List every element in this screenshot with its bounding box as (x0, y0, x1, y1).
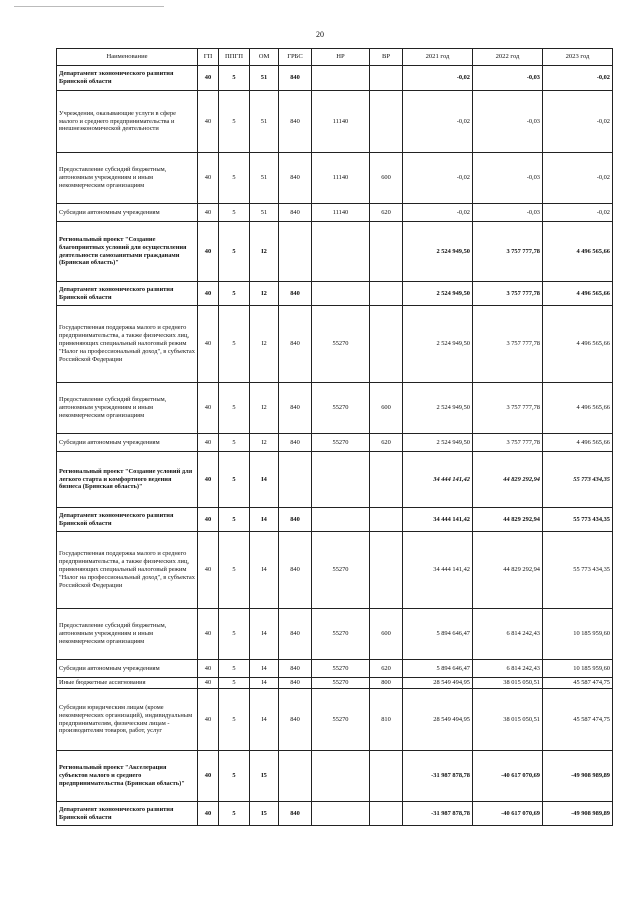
cell-2021: 34 444 141,42 (403, 452, 473, 508)
cell-2021: 2 524 949,50 (403, 222, 473, 282)
header-name: Наименование (57, 49, 198, 66)
cell-2023: -0,02 (543, 66, 613, 91)
cell-2021: -0,02 (403, 204, 473, 222)
cell-vr: 600 (370, 383, 403, 434)
cell-vr: 800 (370, 678, 403, 689)
cell-nr (312, 802, 370, 826)
cell-vr: 620 (370, 660, 403, 678)
cell-name: Субсидии автономным учреждениям (57, 434, 198, 452)
cell-ppgp: 5 (219, 383, 250, 434)
cell-gp: 40 (198, 204, 219, 222)
cell-ppgp: 5 (219, 204, 250, 222)
cell-gp: 40 (198, 751, 219, 802)
cell-om: I5 (250, 751, 279, 802)
cell-ppgp: 5 (219, 532, 250, 609)
table-row (57, 91, 613, 153)
cell-2023: -49 908 989,89 (543, 802, 613, 826)
cell-2021: -31 987 878,78 (403, 802, 473, 826)
cell-om: I2 (250, 222, 279, 282)
cell-om: 51 (250, 204, 279, 222)
cell-ppgp: 5 (219, 306, 250, 383)
cell-grbs: 840 (279, 532, 312, 609)
cell-om: I4 (250, 689, 279, 751)
cell-nr: 55270 (312, 660, 370, 678)
cell-gp: 40 (198, 452, 219, 508)
cell-om: I5 (250, 802, 279, 826)
table-row (57, 452, 613, 508)
cell-om: I4 (250, 508, 279, 532)
table-body (57, 66, 613, 826)
cell-2023: 55 773 434,35 (543, 532, 613, 609)
cell-om: 51 (250, 153, 279, 204)
cell-2021: -0,02 (403, 153, 473, 204)
cell-vr (370, 306, 403, 383)
cell-2023: 4 496 565,66 (543, 222, 613, 282)
cell-om: I4 (250, 452, 279, 508)
table-row (57, 66, 613, 91)
cell-grbs: 840 (279, 282, 312, 306)
cell-nr (312, 452, 370, 508)
cell-nr (312, 66, 370, 91)
table-row (57, 660, 613, 678)
cell-nr: 55270 (312, 678, 370, 689)
header-ppgp: ППГП (219, 49, 250, 66)
cell-2023: -0,02 (543, 204, 613, 222)
cell-2021: 2 524 949,50 (403, 434, 473, 452)
table-row (57, 609, 613, 660)
cell-vr (370, 222, 403, 282)
cell-om: I2 (250, 282, 279, 306)
cell-grbs: 840 (279, 689, 312, 751)
cell-om: I2 (250, 306, 279, 383)
cell-nr (312, 751, 370, 802)
cell-grbs: 840 (279, 153, 312, 204)
table-row (57, 282, 613, 306)
cell-grbs: 840 (279, 660, 312, 678)
cell-grbs (279, 452, 312, 508)
cell-vr (370, 91, 403, 153)
cell-gp: 40 (198, 66, 219, 91)
table-row (57, 204, 613, 222)
cell-om: I4 (250, 678, 279, 689)
cell-gp: 40 (198, 609, 219, 660)
cell-2021: 2 524 949,50 (403, 383, 473, 434)
cell-gp: 40 (198, 306, 219, 383)
cell-ppgp: 5 (219, 508, 250, 532)
cell-ppgp: 5 (219, 660, 250, 678)
cell-ppgp: 5 (219, 282, 250, 306)
header-om: ОМ (250, 49, 279, 66)
cell-ppgp: 5 (219, 678, 250, 689)
cell-om: 51 (250, 91, 279, 153)
cell-ppgp: 5 (219, 153, 250, 204)
cell-gp: 40 (198, 383, 219, 434)
cell-2023: 45 587 474,75 (543, 678, 613, 689)
cell-2022: 38 015 050,51 (473, 689, 543, 751)
cell-2023: 10 185 959,60 (543, 660, 613, 678)
cell-om: I4 (250, 532, 279, 609)
cell-2022: 3 757 777,78 (473, 306, 543, 383)
cell-vr: 620 (370, 204, 403, 222)
table-header-row (57, 49, 613, 66)
cell-grbs: 840 (279, 204, 312, 222)
cell-gp: 40 (198, 282, 219, 306)
cell-2021: -31 987 878,78 (403, 751, 473, 802)
cell-ppgp: 5 (219, 91, 250, 153)
cell-2023: 55 773 434,35 (543, 508, 613, 532)
header-2023: 2023 год (543, 49, 613, 66)
cell-name: Предоставление субсидий бюджетным, автономным учреждениям и иным некоммерческим организациям (57, 153, 198, 204)
cell-2021: 28 549 494,95 (403, 678, 473, 689)
cell-ppgp: 5 (219, 66, 250, 91)
cell-grbs: 840 (279, 678, 312, 689)
table-row (57, 508, 613, 532)
cell-vr (370, 282, 403, 306)
cell-ppgp: 5 (219, 802, 250, 826)
table-row (57, 383, 613, 434)
cell-2021: 34 444 141,42 (403, 532, 473, 609)
table-row (57, 434, 613, 452)
cell-2021: 2 524 949,50 (403, 282, 473, 306)
cell-2022: -0,03 (473, 204, 543, 222)
table-row (57, 306, 613, 383)
cell-name: Субсидии автономным учреждениям (57, 660, 198, 678)
cell-name: Региональный проект "Акселерация субъектов малого и среднего предпринимательства (Брянская область)" (57, 751, 198, 802)
table-row (57, 802, 613, 826)
cell-2023: 55 773 434,35 (543, 452, 613, 508)
cell-ppgp: 5 (219, 751, 250, 802)
cell-nr: 55270 (312, 532, 370, 609)
cell-2023: -0,02 (543, 91, 613, 153)
header-2022: 2022 год (473, 49, 543, 66)
cell-vr (370, 751, 403, 802)
cell-2023: 4 496 565,66 (543, 282, 613, 306)
cell-2021: -0,02 (403, 66, 473, 91)
cell-gp: 40 (198, 802, 219, 826)
cell-gp: 40 (198, 689, 219, 751)
cell-ppgp: 5 (219, 689, 250, 751)
cell-name: Региональный проект "Создание благоприятных условий для осуществления деятельности самозанятыми гражданами (Брянская область)" (57, 222, 198, 282)
cell-om: I2 (250, 383, 279, 434)
cell-2021: 5 894 646,47 (403, 660, 473, 678)
cell-name: Субсидии автономным учреждениям (57, 204, 198, 222)
cell-2022: -40 617 070,69 (473, 751, 543, 802)
cell-name: Государственная поддержка малого и среднего предпринимательства, а также физических лиц, применяющих специальный налоговый режим "Налог на профессиональный доход", в субъектах Российской Федерации (57, 306, 198, 383)
cell-vr: 600 (370, 609, 403, 660)
cell-nr: 55270 (312, 383, 370, 434)
cell-name: Иные бюджетные ассигнования (57, 678, 198, 689)
table-row (57, 222, 613, 282)
cell-2023: 4 496 565,66 (543, 434, 613, 452)
cell-name: Государственная поддержка малого и среднего предпринимательства, а также физических лиц, применяющих специальный налоговый режим "Налог на профессиональный доход", в субъектах Российской Федерации (57, 532, 198, 609)
cell-name: Предоставление субсидий бюджетным, автономным учреждениям и иным некоммерческим организациям (57, 609, 198, 660)
cell-2022: -40 617 070,69 (473, 802, 543, 826)
cell-nr (312, 508, 370, 532)
cell-nr: 11140 (312, 204, 370, 222)
cell-name: Субсидии юридическим лицам (кроме некоммерческих организаций), индивидуальным предпринимателям, физическим лицам - производителям товаров, работ, услуг (57, 689, 198, 751)
cell-2023: 4 496 565,66 (543, 383, 613, 434)
cell-om: I4 (250, 660, 279, 678)
cell-vr (370, 508, 403, 532)
cell-2021: -0,02 (403, 91, 473, 153)
cell-2022: 6 814 242,43 (473, 609, 543, 660)
table-row (57, 532, 613, 609)
cell-grbs: 840 (279, 66, 312, 91)
header-nr: НР (312, 49, 370, 66)
cell-2022: -0,03 (473, 153, 543, 204)
table-row (57, 689, 613, 751)
cell-2023: 4 496 565,66 (543, 306, 613, 383)
cell-name: Департамент экономического развития Брянской области (57, 508, 198, 532)
cell-name: Департамент экономического развития Брянской области (57, 282, 198, 306)
cell-vr: 600 (370, 153, 403, 204)
cell-2023: 45 587 474,75 (543, 689, 613, 751)
cell-om: 51 (250, 66, 279, 91)
header-2021: 2021 год (403, 49, 473, 66)
cell-gp: 40 (198, 660, 219, 678)
cell-gp: 40 (198, 532, 219, 609)
cell-2022: 3 757 777,78 (473, 282, 543, 306)
cell-2023: -0,02 (543, 153, 613, 204)
cell-gp: 40 (198, 91, 219, 153)
cell-nr: 55270 (312, 689, 370, 751)
table-row (57, 751, 613, 802)
header-grbs: ГРБС (279, 49, 312, 66)
cell-grbs: 840 (279, 802, 312, 826)
cell-gp: 40 (198, 678, 219, 689)
cell-2022: 6 814 242,43 (473, 660, 543, 678)
cell-ppgp: 5 (219, 609, 250, 660)
cell-grbs: 840 (279, 508, 312, 532)
cell-name: Предоставление субсидий бюджетным, автономным учреждениям и иным некоммерческим организациям (57, 383, 198, 434)
cell-gp: 40 (198, 222, 219, 282)
cell-2021: 34 444 141,42 (403, 508, 473, 532)
cell-2023: -49 908 989,89 (543, 751, 613, 802)
cell-name: Региональный проект "Создание условий для легкого старта и комфортного ведения бизнеса (Брянская область)" (57, 452, 198, 508)
cell-vr (370, 66, 403, 91)
cell-grbs (279, 222, 312, 282)
cell-name: Департамент экономического развития Брянской области (57, 66, 198, 91)
cell-2022: 3 757 777,78 (473, 222, 543, 282)
table-row (57, 678, 613, 689)
top-edge-mark (14, 6, 164, 7)
cell-ppgp: 5 (219, 434, 250, 452)
cell-grbs: 840 (279, 609, 312, 660)
table-row (57, 153, 613, 204)
cell-2022: 44 829 292,94 (473, 452, 543, 508)
cell-nr: 55270 (312, 609, 370, 660)
cell-2022: 38 015 050,51 (473, 678, 543, 689)
budget-table (56, 48, 613, 826)
cell-gp: 40 (198, 434, 219, 452)
cell-vr: 620 (370, 434, 403, 452)
cell-gp: 40 (198, 508, 219, 532)
cell-om: I2 (250, 434, 279, 452)
cell-2022: -0,03 (473, 66, 543, 91)
cell-2022: 3 757 777,78 (473, 383, 543, 434)
cell-grbs (279, 751, 312, 802)
cell-name: Департамент экономического развития Брянской области (57, 802, 198, 826)
cell-2021: 28 549 494,95 (403, 689, 473, 751)
cell-grbs: 840 (279, 306, 312, 383)
cell-ppgp: 5 (219, 452, 250, 508)
cell-vr (370, 802, 403, 826)
cell-2023: 10 185 959,60 (543, 609, 613, 660)
cell-vr (370, 532, 403, 609)
cell-2022: 44 829 292,94 (473, 532, 543, 609)
cell-2022: 3 757 777,78 (473, 434, 543, 452)
header-gp: ГП (198, 49, 219, 66)
cell-2021: 5 894 646,47 (403, 609, 473, 660)
cell-grbs: 840 (279, 383, 312, 434)
cell-nr (312, 282, 370, 306)
cell-2021: 2 524 949,50 (403, 306, 473, 383)
cell-grbs: 840 (279, 91, 312, 153)
cell-nr: 11140 (312, 91, 370, 153)
page-number: 20 (316, 30, 324, 39)
cell-nr (312, 222, 370, 282)
header-vr: ВР (370, 49, 403, 66)
cell-2022: 44 829 292,94 (473, 508, 543, 532)
cell-om: I4 (250, 609, 279, 660)
cell-vr (370, 452, 403, 508)
cell-ppgp: 5 (219, 222, 250, 282)
cell-grbs: 840 (279, 434, 312, 452)
cell-name: Учреждения, оказывающие услуги в сфере малого и среднего предпринимательства и внешнеэкономической деятельности (57, 91, 198, 153)
cell-2022: -0,03 (473, 91, 543, 153)
cell-nr: 55270 (312, 434, 370, 452)
cell-nr: 55270 (312, 306, 370, 383)
cell-gp: 40 (198, 153, 219, 204)
cell-vr: 810 (370, 689, 403, 751)
cell-nr: 11140 (312, 153, 370, 204)
